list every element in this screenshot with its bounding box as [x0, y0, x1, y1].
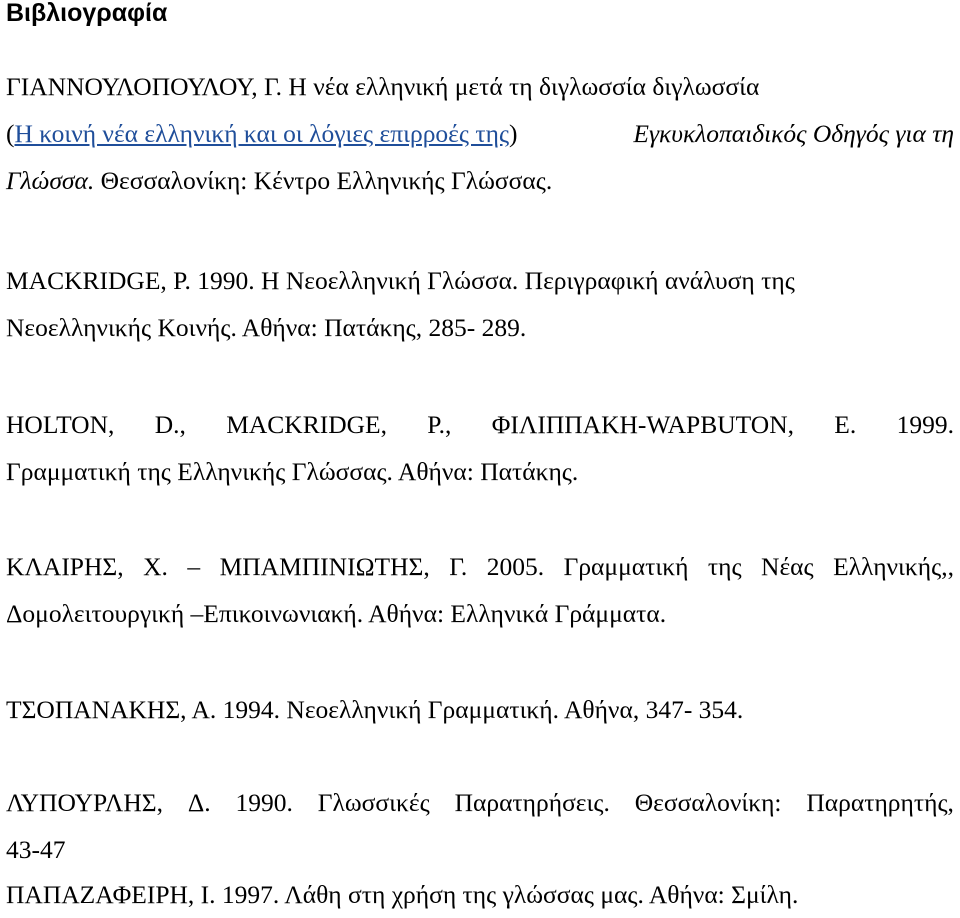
entry-word: Παρατηρήσεις.	[454, 788, 610, 817]
entry-word: ΜΠΑΜΠΙΝΙΩΤΗΣ,	[219, 552, 430, 581]
entry-word: ΦΙΛΙΠΠΑΚΗ-WAPBUTON,	[491, 410, 794, 439]
entry-line: Γραμματική της Ελληνικής Γλώσσας. Αθήνα: Πατάκης.	[6, 457, 579, 486]
bibliography-entry-klairis	[6, 543, 954, 637]
bibliography-link[interactable]: Η κοινή νέα ελληνική και οι λόγιες επιρροές της	[14, 119, 510, 148]
entry-word: E.	[834, 410, 857, 439]
entry-word: της	[707, 552, 742, 581]
entry-word: HOLTON,	[6, 410, 115, 439]
entry-text: Θεσσαλονίκη: Κέντρο Ελληνικής Γλώσσας.	[94, 166, 553, 195]
close-paren: )	[509, 119, 518, 148]
entry-word: Παρατηρητής,	[806, 788, 954, 817]
entry-word: Νέας	[761, 552, 814, 581]
bibliography-entry-giannoulopoulou	[6, 63, 954, 204]
entry-italic-text: Γλώσσα.	[6, 166, 95, 195]
entry-word: Γραμματική	[563, 552, 689, 581]
entry-line	[6, 157, 954, 204]
entry-word: –	[187, 552, 201, 581]
entry-word: D.,	[154, 410, 186, 439]
entry-line: ΤΣΟΠΑΝΑΚΗΣ, Α. 1994. Νεοελληνική Γραμματική. Αθήνα, 347- 354.	[6, 695, 744, 724]
bibliography-entry-papazafeiri	[6, 871, 954, 918]
entry-line: 43-47	[6, 835, 66, 864]
entry-line: MACKRIDGE, P. 1990. Η Νεοελληνική Γλώσσα. Περιγραφική ανάλυση της	[6, 266, 795, 295]
entry-word: Ελληνικής,,	[833, 552, 954, 581]
entry-line: Δομολειτουργική –Επικοινωνιακή. Αθήνα: Ελληνικά Γράμματα.	[6, 599, 667, 628]
entry-line: Νεοελληνικής Κοινής. Αθήνα: Πατάκης, 285- 289.	[6, 313, 527, 342]
entry-word: P.,	[427, 410, 452, 439]
entry-line: ΓΙΑΝΝΟΥΛΟΠΟΥΛΟΥ, Γ. Η νέα ελληνική μετά τη διγλωσσία διγλωσσία	[6, 72, 760, 101]
bibliography-entry-tsopanakis	[6, 686, 954, 733]
entry-line	[6, 110, 954, 157]
bibliography-entry-mackridge	[6, 257, 954, 351]
entry-word: Γ.	[449, 552, 468, 581]
entry-line: ΠΑΠΑΖΑΦΕΙΡΗ, Ι. 1997. Λάθη στη χρήση της γλώσσας μας. Αθήνα: Σμίλη.	[6, 880, 799, 909]
entry-word: MACKRIDGE,	[226, 410, 387, 439]
entry-line	[6, 543, 954, 590]
entry-word: Δ.	[187, 788, 211, 817]
bibliography-entry-lypourlis	[6, 779, 954, 873]
page-title: Βιβλιογραφία	[6, 0, 168, 27]
entry-segment	[6, 110, 518, 157]
entry-word: 1999.	[896, 410, 954, 439]
entry-word: ΛΥΠΟΥΡΛΗΣ,	[6, 788, 163, 817]
entry-word: Θεσσαλονίκη:	[634, 788, 782, 817]
entry-word: Χ.	[143, 552, 168, 581]
entry-italic-text: Εγκυκλοπαιδικός Οδηγός για τη	[633, 119, 954, 148]
open-paren: (	[6, 119, 15, 148]
entry-line	[6, 401, 954, 448]
entry-word: ΚΛΑΙΡΗΣ,	[6, 552, 124, 581]
entry-line	[6, 779, 954, 826]
bibliography-entry-holton	[6, 401, 954, 495]
entry-word: 1990.	[235, 788, 293, 817]
entry-word: 2005.	[486, 552, 545, 581]
entry-word: Γλωσσικές	[317, 788, 430, 817]
